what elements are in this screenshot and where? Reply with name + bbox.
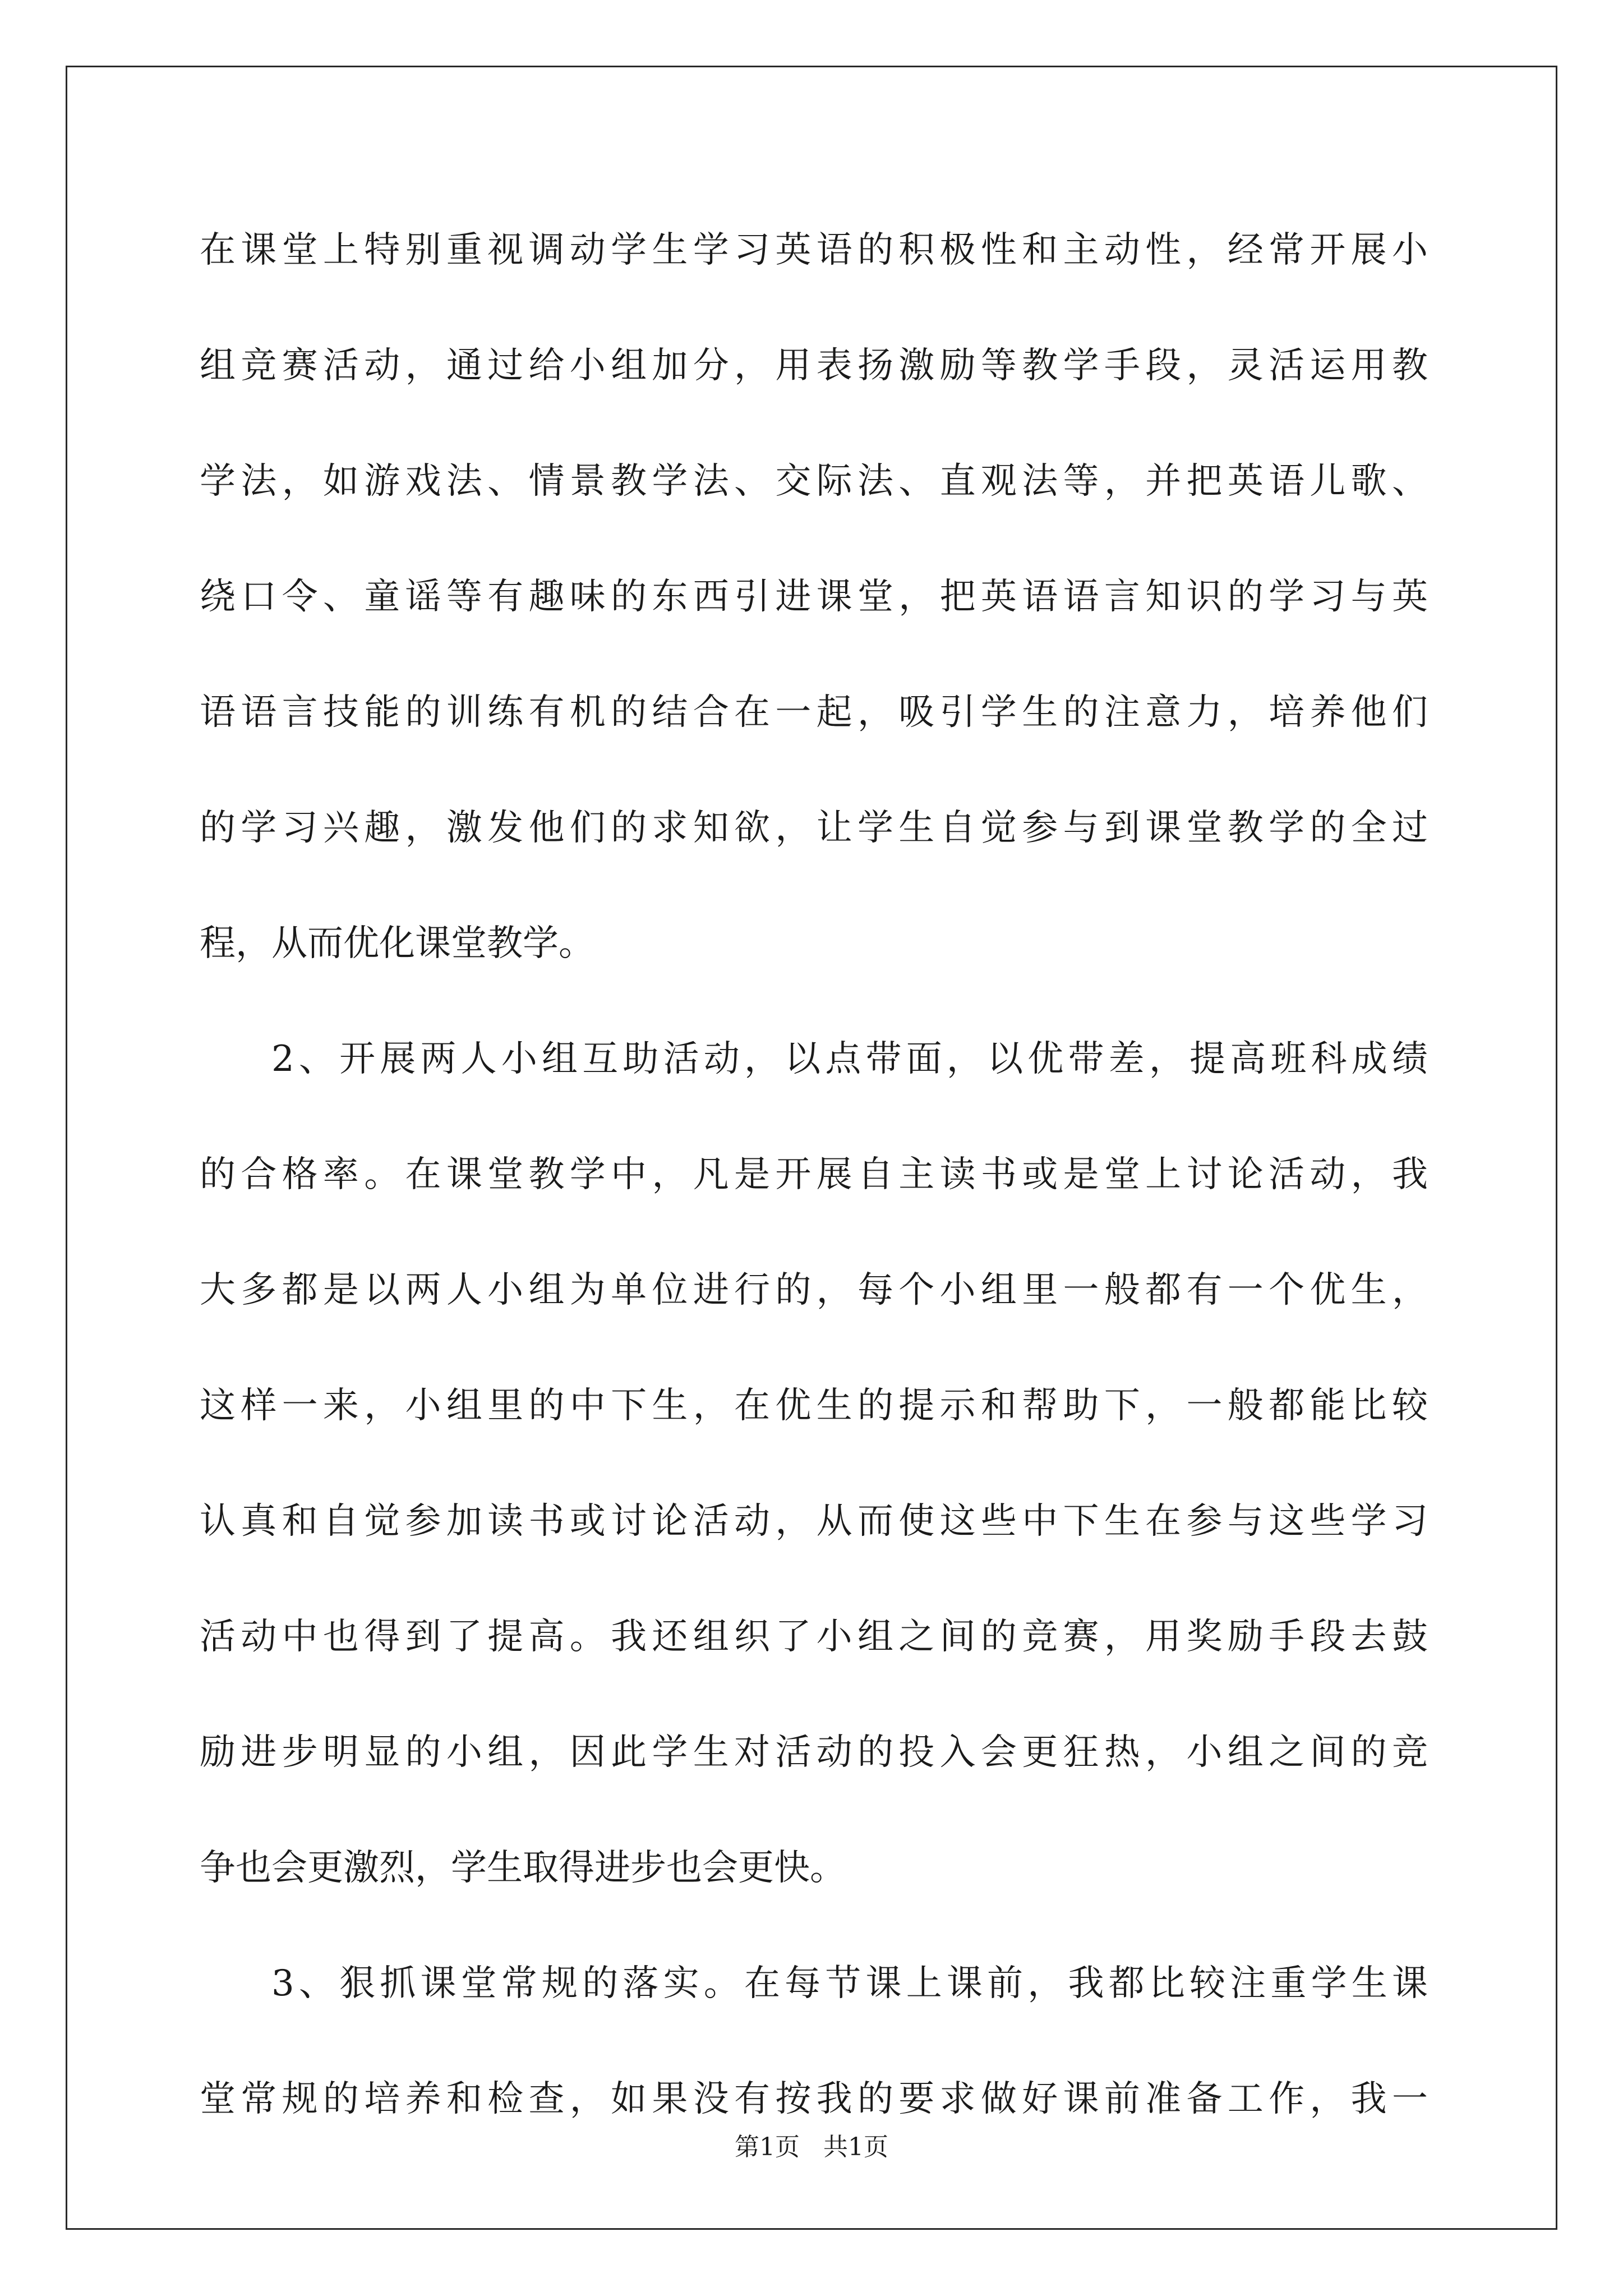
page-footer: 第1页 共1页 — [735, 2133, 888, 2161]
text-line: 的学习兴趣，激发他们的求知欲，让学生自觉参与到课堂教学的全过 — [200, 807, 1428, 849]
text-line: 学法，如游戏法、情景教学法、交际法、直观法等，并把英语儿歌、 — [200, 461, 1428, 502]
text-line: 堂常规的培养和检查，如果没有按我的要求做好课前准备工作，我一 — [200, 2078, 1428, 2120]
text-line: 活动中也得到了提高。我还组织了小组之间的竞赛，用奖励手段去鼓 — [200, 1616, 1428, 1658]
document-body — [200, 213, 1428, 2178]
text-line: 励进步明显的小组，因此学生对活动的投入会更狂热，小组之间的竞 — [200, 1732, 1428, 1773]
text-line: 认真和自觉参加读书或讨论活动，从而使这些中下生在参与这些学习 — [200, 1501, 1428, 1542]
text-line: 在课堂上特别重视调动学生学习英语的积极性和主动性，经常开展小 — [200, 229, 1428, 271]
text-line: 3、狠抓课堂常规的落实。在每节课上课前，我都比较注重学生课 — [271, 1963, 1428, 2004]
text-line: 2、开展两人小组互助活动，以点带面，以优带差，提高班科成绩 — [271, 1038, 1428, 1080]
text-line: 大多都是以两人小组为单位进行的，每个小组里一般都有一个优生， — [200, 1269, 1428, 1311]
text-line: 争也会更激烈，学生取得进步也会更快。 — [200, 1847, 846, 1889]
text-line: 程，从而优化课堂教学。 — [200, 923, 594, 964]
text-line: 绕口令、童谣等有趣味的东西引进课堂，把英语语言知识的学习与英 — [200, 576, 1428, 618]
text-line: 这样一来，小组里的中下生，在优生的提示和帮助下，一般都能比较 — [200, 1385, 1428, 1427]
text-line: 语语言技能的训练有机的结合在一起，吸引学生的注意力，培养他们 — [200, 692, 1428, 733]
text-line: 组竞赛活动，通过给小组加分，用表扬激励等教学手段，灵活运用教 — [200, 345, 1428, 386]
text-line: 的合格率。在课堂教学中，凡是开展自主读书或是堂上讨论活动，我 — [200, 1154, 1428, 1195]
